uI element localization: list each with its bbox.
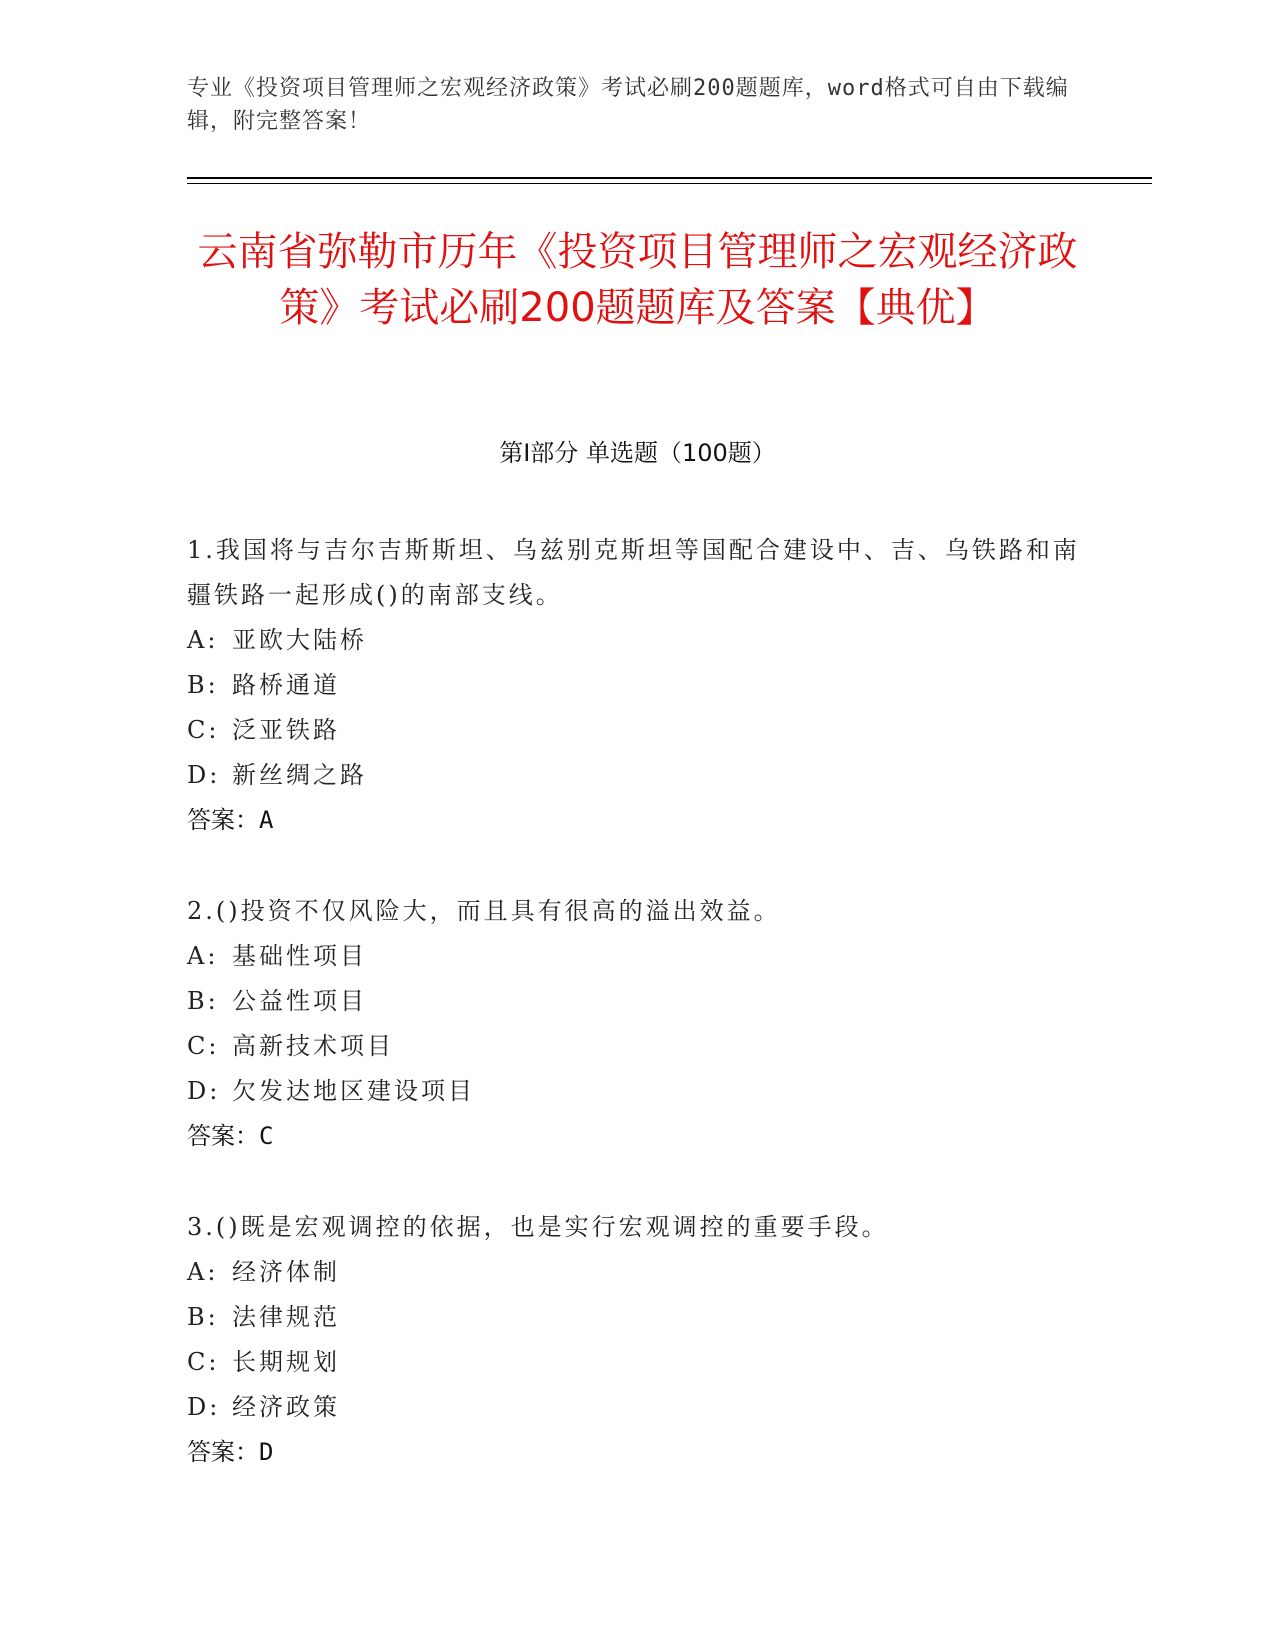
answer-label: 答案： [187, 806, 259, 834]
option-a [187, 618, 1087, 663]
answer-value: C [259, 1122, 274, 1150]
option-d [187, 1385, 1087, 1430]
option-a [187, 934, 1087, 979]
answer-value: A [259, 806, 274, 834]
header-note: 专业《投资项目管理师之宏观经济政策》考试必刷200题题库，word格式可自由下载编辑，附完整答案！ [187, 76, 1069, 134]
option-letter: C: [187, 1348, 220, 1376]
answer-line [187, 798, 1087, 843]
option-letter: B: [187, 987, 219, 1015]
option-b [187, 663, 1087, 708]
option-a [187, 1250, 1087, 1295]
option-text: 经济体制 [232, 1258, 340, 1286]
option-letter: A: [187, 942, 219, 970]
option-text: 长期规划 [232, 1348, 340, 1376]
question-item [187, 528, 1087, 843]
option-letter: A: [187, 626, 219, 654]
option-letter: B: [187, 671, 219, 699]
option-text: 经济政策 [232, 1393, 340, 1421]
option-text: 泛亚铁路 [232, 716, 340, 744]
answer-line [187, 1430, 1087, 1475]
question-item [187, 889, 1087, 1159]
option-text: 基础性项目 [232, 942, 367, 970]
option-letter: D: [187, 1393, 221, 1421]
answer-value: D [259, 1438, 274, 1466]
option-letter: C: [187, 1032, 220, 1060]
question-item [187, 1205, 1087, 1475]
option-text: 新丝绸之路 [232, 761, 367, 789]
question-list [187, 528, 1087, 1521]
question-stem: 2.()投资不仅风险大，而且具有很高的溢出效益。 [187, 897, 781, 925]
option-c [187, 1024, 1087, 1069]
option-letter: C: [187, 716, 220, 744]
option-letter: D: [187, 761, 221, 789]
header-rule-thick [187, 177, 1152, 179]
option-text: 路桥通道 [232, 671, 340, 699]
answer-line [187, 1114, 1087, 1159]
document-title: 云南省弥勒市历年《投资项目管理师之宏观经济政策》考试必刷200题题库及答案【典优】 [197, 229, 1078, 331]
option-d [187, 1069, 1087, 1114]
option-letter: D: [187, 1077, 221, 1105]
option-c [187, 708, 1087, 753]
option-letter: B: [187, 1303, 219, 1331]
option-d [187, 753, 1087, 798]
option-text: 高新技术项目 [232, 1032, 394, 1060]
option-b [187, 979, 1087, 1024]
question-stem: 3.()既是宏观调控的依据，也是实行宏观调控的重要手段。 [187, 1213, 889, 1241]
answer-label: 答案： [187, 1438, 259, 1466]
header-rule-thin [187, 183, 1152, 184]
option-text: 亚欧大陆桥 [232, 626, 367, 654]
option-c [187, 1340, 1087, 1385]
option-b [187, 1295, 1087, 1340]
option-text: 公益性项目 [232, 987, 367, 1015]
answer-label: 答案： [187, 1122, 259, 1150]
section-title: 第Ⅰ部分 单选题（100题） [499, 439, 776, 467]
question-stem: 1.我国将与吉尔吉斯斯坦、乌兹别克斯坦等国配合建设中、吉、乌铁路和南疆铁路一起形成()的南部支线。 [187, 536, 1080, 609]
option-text: 法律规范 [232, 1303, 340, 1331]
option-text: 欠发达地区建设项目 [232, 1077, 475, 1105]
option-letter: A: [187, 1258, 219, 1286]
